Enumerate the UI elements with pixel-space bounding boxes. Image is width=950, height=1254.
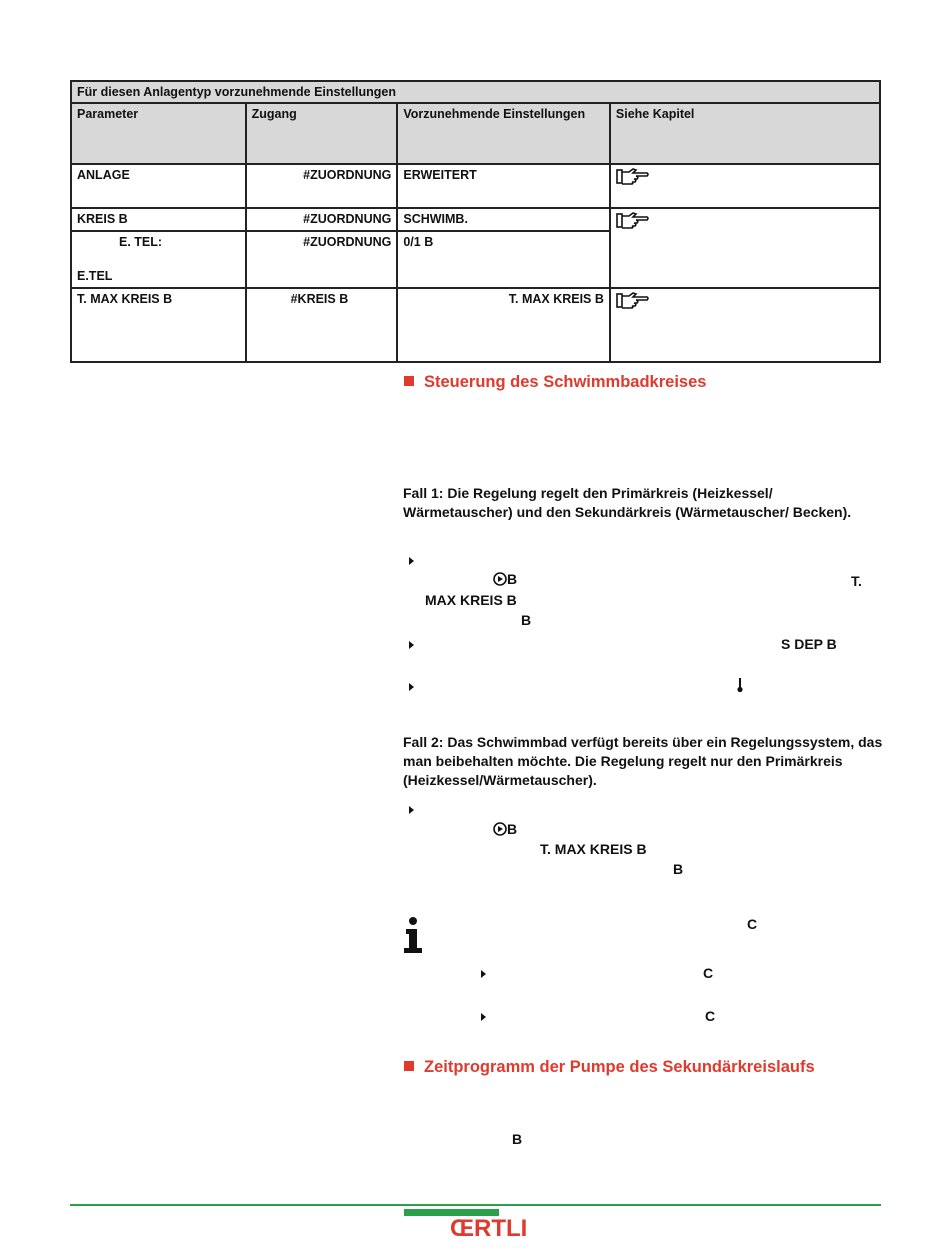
bullet-arrow-icon — [409, 806, 414, 814]
cell-setting: SCHWIMB. — [397, 208, 610, 231]
pointing-hand-icon — [616, 291, 650, 311]
cell-access: #ZUORDNUNG — [246, 208, 398, 231]
table-row — [71, 164, 880, 208]
cell-param: ANLAGE — [71, 164, 246, 208]
header-kapitel: Siehe Kapitel — [610, 103, 880, 164]
bullet-arrow-icon — [481, 970, 486, 978]
case1-sdep-b: S DEP B — [781, 636, 837, 652]
case2-paragraph: Fall 2: Das Schwimmbad verfügt bereits über ein Regelungssystem, das man beibehalten möchte. Die Regelung regelt nur den Primärkreis (Heizkessel/Wärmetauscher). — [403, 734, 883, 788]
play-circle-icon — [493, 572, 507, 586]
section2-b: B — [512, 1131, 523, 1147]
cell-setting: 0/1 B — [397, 231, 610, 288]
case1-t: T. — [851, 573, 862, 589]
section-heading-zeitprogramm: Zeitprogramm der Pumpe des Sekundärkreislaufs — [404, 1058, 815, 1077]
table-row — [71, 208, 880, 231]
header-parameter: Parameter — [71, 103, 246, 164]
cell-access: #KREIS B — [246, 288, 398, 362]
header-einstellungen: Vorzunehmende Einstellungen — [397, 103, 610, 164]
case1-max-kreis-b: MAX KREIS B — [425, 592, 517, 608]
cell-access: #ZUORDNUNG — [246, 164, 398, 208]
cell-chapter — [610, 288, 880, 362]
brand-logo: ŒRTLI — [450, 1215, 528, 1242]
table-title: Für diesen Anlagentyp vorzunehmende Einstellungen — [71, 81, 880, 103]
section-heading-steuerung: Steuerung des Schwimmbadkreises — [404, 373, 706, 392]
cell-param-top: E. TEL: — [119, 235, 163, 249]
cell-setting: ERWEITERT — [397, 164, 610, 208]
cell-param: KREIS B — [71, 208, 246, 231]
table-row — [71, 288, 880, 362]
header-zugang: Zugang — [246, 103, 398, 164]
play-circle-icon — [493, 822, 507, 836]
cell-chapter — [610, 208, 880, 288]
info-c: C — [703, 965, 714, 981]
cell-chapter — [610, 164, 880, 208]
footer-divider — [70, 1204, 881, 1206]
info-icon — [402, 916, 426, 954]
red-square-bullet-icon — [404, 376, 414, 386]
bullet-arrow-icon — [409, 641, 414, 649]
pointing-hand-icon — [616, 211, 650, 231]
pointing-hand-icon — [616, 167, 650, 187]
cell-param-bottom: E.TEL — [77, 269, 113, 283]
settings-table — [70, 80, 881, 363]
bullet-arrow-icon — [409, 683, 414, 691]
case1-b: B — [521, 612, 532, 628]
cell-setting: T. MAX KREIS B — [397, 288, 610, 362]
bullet-arrow-icon — [409, 557, 414, 565]
red-square-bullet-icon — [404, 1061, 414, 1071]
case2-tmax-kreis-b: T. MAX KREIS B — [540, 841, 647, 857]
bullet-arrow-icon — [481, 1013, 486, 1021]
case1-paragraph: Fall 1: Die Regelung regelt den Primärkreis (Heizkessel/ Wärmetauscher) und den Sekundärkreis (Wärmetauscher/ Becken). — [403, 485, 852, 520]
case2-b: B — [673, 861, 684, 877]
thermometer-icon — [736, 677, 744, 693]
case2-circuit-b: B — [493, 820, 517, 839]
cell-access: #ZUORDNUNG — [246, 231, 398, 288]
case1-circuit-b: B — [493, 570, 517, 589]
info-c: C — [705, 1008, 716, 1024]
cell-param — [71, 231, 246, 288]
info-c: C — [747, 916, 758, 932]
cell-param: T. MAX KREIS B — [71, 288, 246, 362]
